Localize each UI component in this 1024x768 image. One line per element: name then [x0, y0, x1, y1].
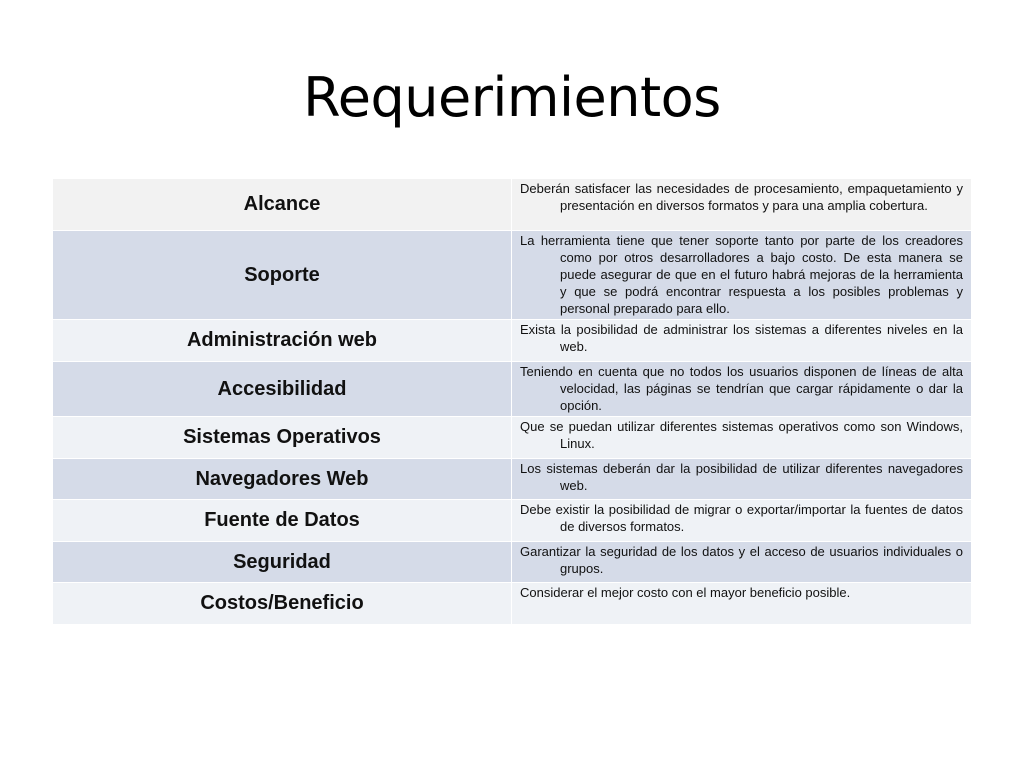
slide-title: Requerimientos	[303, 66, 721, 129]
table-row	[53, 320, 972, 362]
requirement-description: La herramienta tiene que tener soporte tanto por parte de los creadores como por otros desarrolladores a bajo costo. De esta manera se puede asegurar de que en el futuro habrá mejoras de la herramienta y que se podrá encontrar respuesta a los posibles problemas y personal preparado para ello.	[512, 231, 972, 320]
requirement-description: Deberán satisfacer las necesidades de procesamiento, empaquetamiento y presentación en diversos formatos y para una amplia cobertura.	[512, 179, 972, 231]
requirement-name: Navegadores Web	[53, 459, 512, 500]
table-row	[53, 583, 972, 625]
requirement-name: Soporte	[53, 231, 512, 320]
requirement-description: Los sistemas deberán dar la posibilidad de utilizar diferentes navegadores web.	[512, 459, 972, 500]
table-row	[53, 231, 972, 320]
requirement-name: Costos/Beneficio	[53, 583, 512, 625]
table-row	[53, 500, 972, 542]
table-row	[53, 179, 972, 231]
requirement-name: Accesibilidad	[53, 362, 512, 417]
requirement-description: Considerar el mejor costo con el mayor beneficio posible.	[512, 583, 972, 625]
requirement-name: Seguridad	[53, 542, 512, 583]
table-row	[53, 362, 972, 417]
requirement-description: Que se puedan utilizar diferentes sistemas operativos como son Windows, Linux.	[512, 417, 972, 459]
table-row	[53, 417, 972, 459]
requirement-name: Fuente de Datos	[53, 500, 512, 542]
requirement-name: Sistemas Operativos	[53, 417, 512, 459]
requirement-description: Garantizar la seguridad de los datos y el acceso de usuarios individuales o grupos.	[512, 542, 972, 583]
requirement-name: Administración web	[53, 320, 512, 362]
requirement-description: Teniendo en cuenta que no todos los usuarios disponen de líneas de alta velocidad, las páginas se tendrían que cargar rápidamente o dar la opción.	[512, 362, 972, 417]
requirement-name: Alcance	[53, 179, 512, 231]
requirements-table	[52, 178, 972, 625]
table-row	[53, 459, 972, 500]
requirement-description: Debe existir la posibilidad de migrar o exportar/importar la fuentes de datos de diversos formatos.	[512, 500, 972, 542]
table-row	[53, 542, 972, 583]
requirement-description: Exista la posibilidad de administrar los sistemas a diferentes niveles en la web.	[512, 320, 972, 362]
